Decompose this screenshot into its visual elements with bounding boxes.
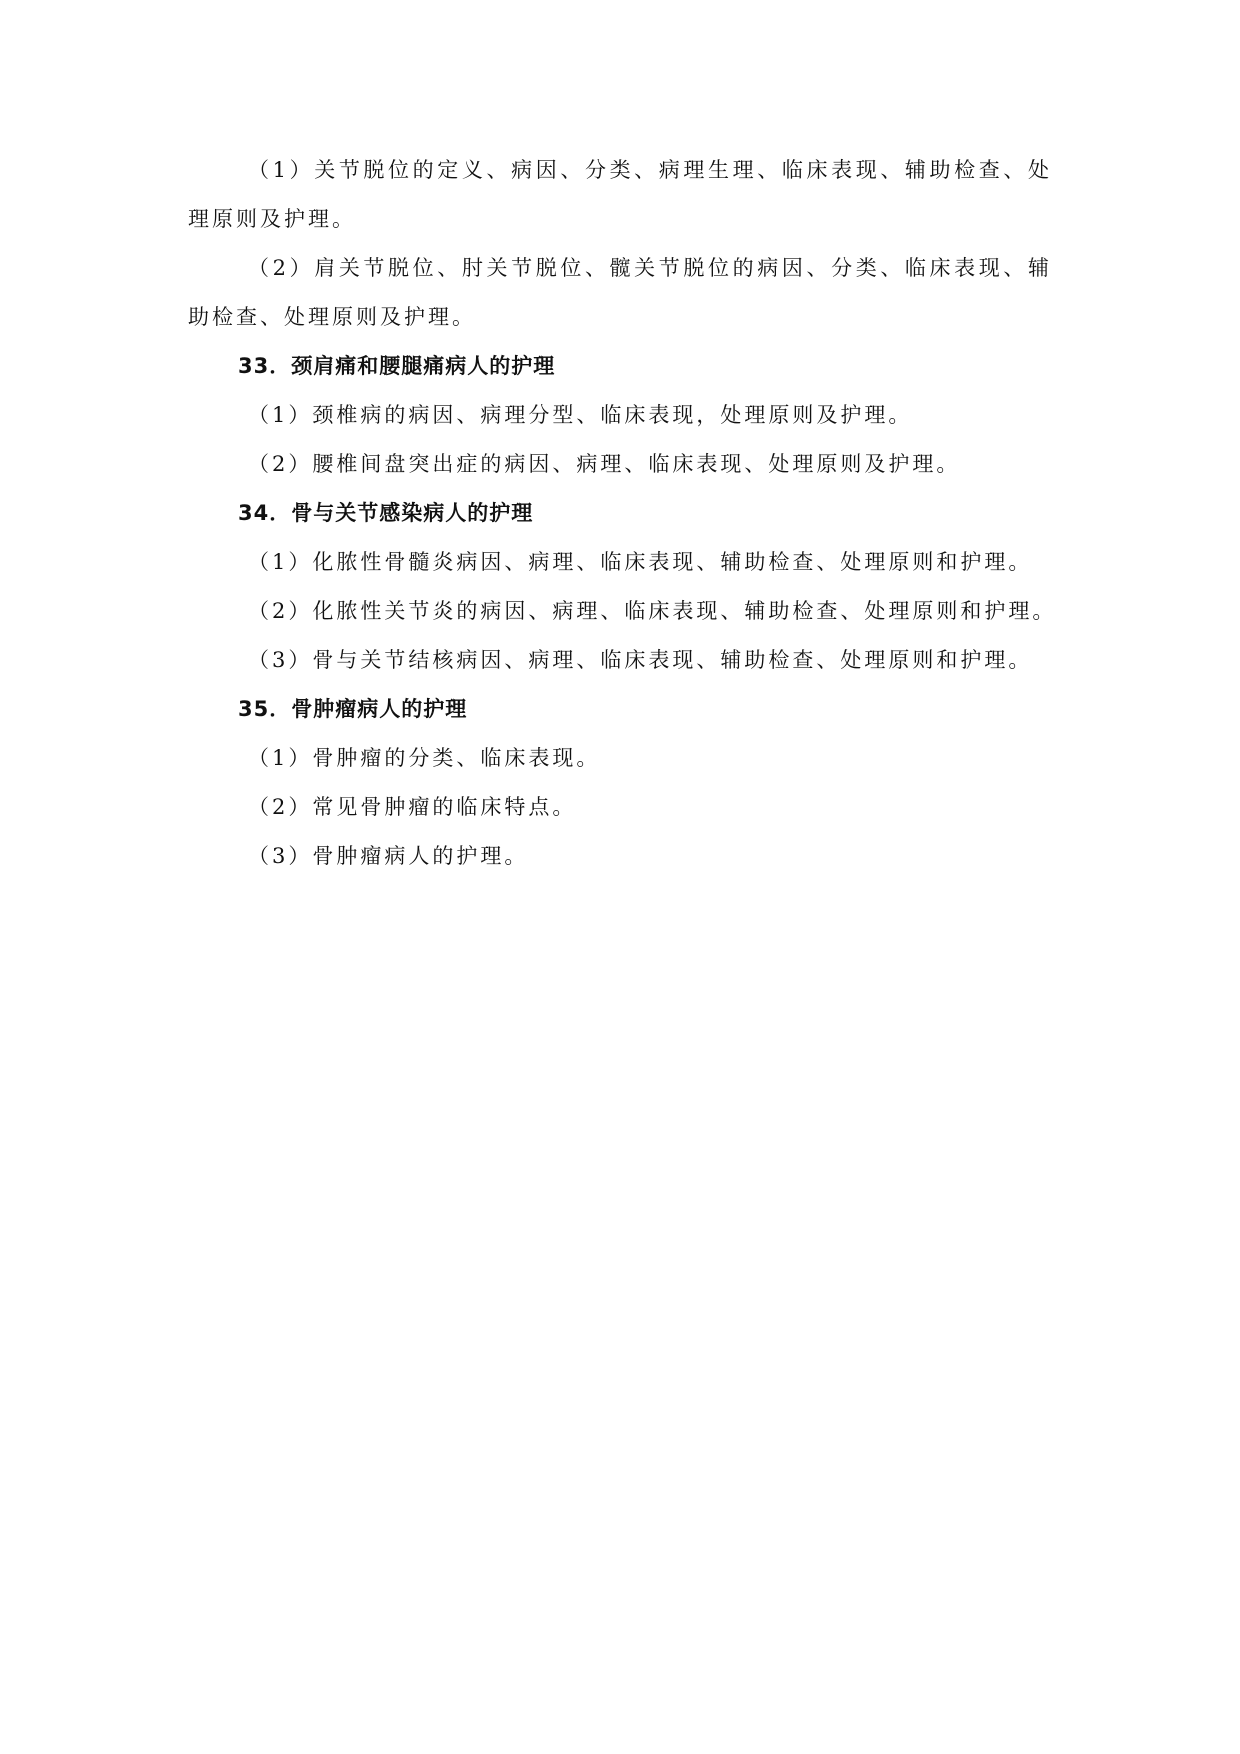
list-item: （1）化脓性骨髓炎病因、病理、临床表现、辅助检查、处理原则和护理。 (248, 550, 1033, 574)
paragraph-line: 助检查、处理原则及护理。 (188, 305, 476, 329)
section-heading: 35．骨肿瘤病人的护理 (238, 697, 468, 721)
section-heading: 34．骨与关节感染病人的护理 (238, 501, 534, 525)
list-item: （2）常见骨肿瘤的临床特点。 (248, 795, 577, 819)
list-item: （3）骨与关节结核病因、病理、临床表现、辅助检查、处理原则和护理。 (248, 648, 1033, 672)
paragraph-line: 理原则及护理。 (188, 207, 356, 231)
list-item: （2）化脓性关节炎的病因、病理、临床表现、辅助检查、处理原则和护理。 (248, 599, 1057, 623)
list-item: （1）骨肿瘤的分类、临床表现。 (248, 746, 601, 770)
list-item: （2）腰椎间盘突出症的病因、病理、临床表现、处理原则及护理。 (248, 452, 961, 476)
list-item: （1）颈椎病的病因、病理分型、临床表现，处理原则及护理。 (248, 403, 913, 427)
paragraph-line: （2）肩关节脱位、肘关节脱位、髋关节脱位的病因、分类、临床表现、辅 (248, 256, 1052, 280)
paragraph-line: （1）关节脱位的定义、病因、分类、病理生理、临床表现、辅助检查、处 (248, 158, 1052, 182)
section-heading: 33．颈肩痛和腰腿痛病人的护理 (238, 354, 556, 378)
list-item: （3）骨肿瘤病人的护理。 (248, 844, 529, 868)
